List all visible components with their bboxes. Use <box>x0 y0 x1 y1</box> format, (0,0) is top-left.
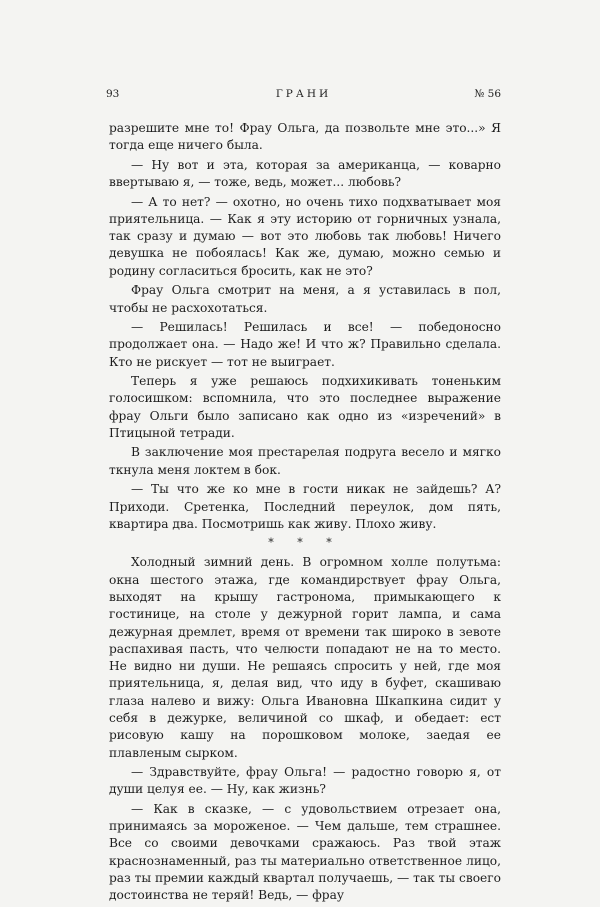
issue-number: № 56 <box>474 88 501 100</box>
running-header <box>106 88 501 104</box>
paragraph: — Ты что же ко мне в гости никак не зайдешь? А? Приходи. Сретенка, Последний переулок, дом пять, квартира два. Посмотришь как живу. Плохо живу. <box>109 482 501 531</box>
paragraph: Холодный зимний день. В огромном холле полутьма: окна шестого этажа, где командирствует фрау Ольга, выходят на крышу гастронома, примыкающего к гостинице, на столе у дежурной горит лампа, и сама дежурная дремлет, время от времени так широко в зевоте распахивая пасть, что челюсти попадают не на то место. Не видно ни души. Не решаясь спросить у ней, где моя приятельница, я, делая вид, что иду в буфет, скашиваю глаза налево и вижу: Ольга Ивановна Шкапкина сидит у себя в дежурке, величиной со шкаф, и обедает: ест рисовую кашу на порошковом молоке, заедая ее плавленым сырком. <box>109 555 501 760</box>
body-text <box>109 120 501 907</box>
paragraph: Фрау Ольга смотрит на меня, а я уставилась в пол, чтобы не расхохотаться. <box>109 283 501 315</box>
page-number: 93 <box>106 88 120 100</box>
paragraph: Теперь я уже решаюсь подхихикивать тоненьким голосишком: вспомнила, что это последнее выражение фрау Ольги было записано как одно из «изречений» в Птицыной тетради. <box>109 374 501 440</box>
paragraph: — Решилась! Решилась и все! — победоносно продолжает она. — Надо же! И что ж? Правильно сделала. Кто не рискует — тот не выиграет. <box>109 320 501 369</box>
paragraph: — А то нет? — охотно, но очень тихо подхватывает моя приятельница. — Как я эту историю от горничных узнала, так сразу и думаю — вот это любовь так любовь! Ничего девушка не побоялась! Как же, думаю, можно семью и родину согласиться бросить, как не это? <box>109 194 501 278</box>
paragraph: — Здравствуйте, фрау Ольга! — радостно говорю я, от души целуя ее. — Ну, как жизнь? <box>109 765 501 797</box>
paragraph: — Как в сказке, — с удовольствием отрезает она, принимаясь за мороженое. — Чем дальше, тем страшнее. Все со своими девочками сражаюсь. Раз твой этаж краснознаменный, раз ты материально ответственное лицо, раз ты премии каждый квартал получаешь, — так ты своего достоинства не теряй! Ведь, — фрау <box>109 801 501 903</box>
section-separator: * * * <box>268 536 342 550</box>
paragraph: — Ну вот и эта, которая за американца, — коварно ввертываю я, — тоже, ведь, может... любовь? <box>109 157 501 190</box>
paragraph: разрешите мне то! Фрау Ольга, да позвольте мне это...» Я тогда еще ничего была. <box>109 121 501 153</box>
paragraph: В заключение моя престарелая подруга весело и мягко ткнула меня локтем в бок. <box>109 445 501 477</box>
journal-title: ГРАНИ <box>275 88 332 100</box>
